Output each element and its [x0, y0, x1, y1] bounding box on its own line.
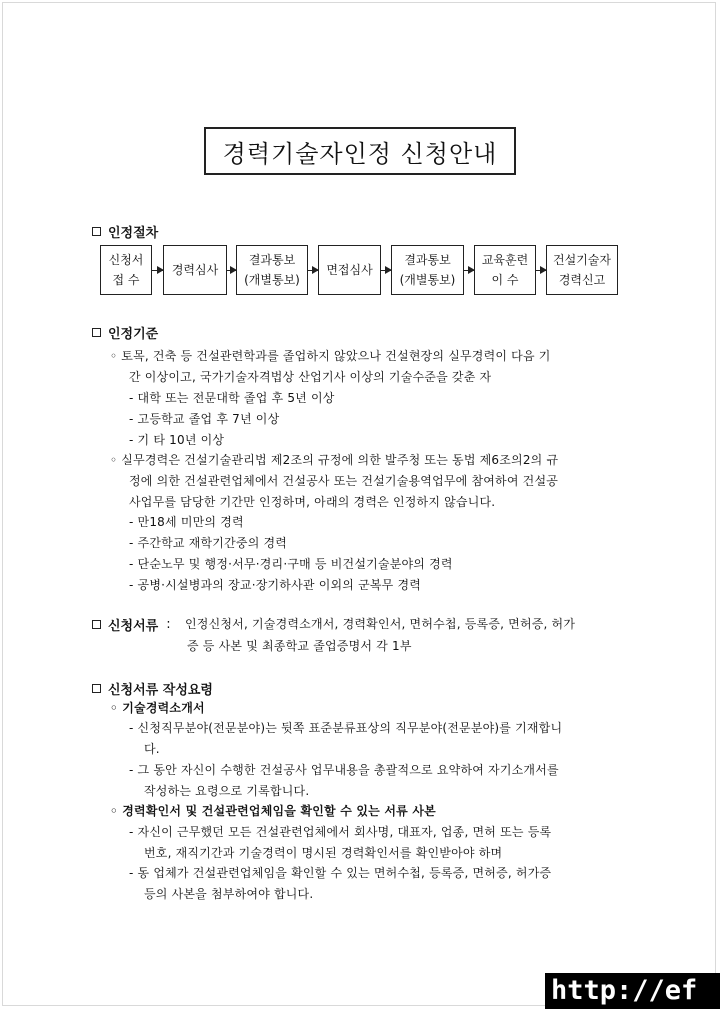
flow-step-result-1: [236, 245, 308, 295]
flow-step-line: 결과통보: [248, 253, 296, 267]
flow-step-line: 면접심사: [326, 263, 373, 277]
guide-line: - 동 업체가 건설관련업체임을 확인할 수 있는 면허수첩, 등록증, 면허증, 허가증: [129, 866, 552, 880]
flow-step-report: [546, 245, 618, 295]
section-heading-guide: [92, 679, 213, 698]
criteria-line: - 대학 또는 전문대학 졸업 후 5년 이상: [129, 391, 335, 405]
procedure-heading: 인정절차: [108, 226, 159, 241]
criteria-line: - 단순노무 및 행정·서무·경리·구매 등 비건설기술분야의 경력: [129, 557, 453, 571]
flow-step-line: 이 수: [491, 273, 519, 287]
arrow-right-icon: [227, 270, 236, 271]
page-title: 경력기술자인정 신청안내: [204, 127, 516, 175]
arrow-right-icon: [381, 270, 391, 271]
flow-step-line: 신청서: [108, 253, 144, 267]
checkbox-square-icon: [92, 227, 101, 236]
arrow-right-icon: [464, 270, 474, 271]
flow-step-line: (개별통보): [244, 273, 300, 287]
criteria-line: - 공병·시설병과의 장교·장기하사관 이외의 군복무 경력: [129, 578, 422, 592]
criteria-line: - 고등학교 졸업 후 7년 이상: [129, 412, 280, 426]
flow-step-review: [163, 245, 227, 295]
flow-step-line: 접 수: [112, 273, 140, 287]
criteria-line: 간 이상이고, 국가기술자격법상 산업기사 이상의 기술수준을 갖춘 자: [129, 370, 492, 384]
flow-step-training: [474, 245, 536, 295]
guide-line: - 그 동안 자신이 수행한 건설공사 업무내용을 총괄적으로 요약하여 자기소개서를: [129, 763, 559, 777]
criteria-line: ◦ 토목, 건축 등 건설관련학과를 졸업하지 않았으나 건설현장의 실무경력이 다음 기: [110, 349, 551, 363]
flow-step-interview: [318, 245, 381, 295]
arrow-right-icon: [536, 270, 546, 271]
flow-step-line: 교육훈련: [481, 253, 529, 267]
guide-line: 다.: [144, 742, 160, 756]
checkbox-square-icon: [92, 684, 101, 693]
documents-line: 증 등 사본 및 최종학교 졸업증명서 각 1부: [187, 639, 412, 653]
flow-step-line: (개별통보): [399, 273, 456, 287]
guide-heading: 신청서류 작성요령: [108, 683, 213, 698]
flow-step-line: 경력심사: [171, 263, 219, 277]
guide-subheading: ◦ 경력확인서 및 건설관련업체임을 확인할 수 있는 서류 사본: [110, 804, 436, 818]
arrow-right-icon: [152, 270, 163, 271]
flow-step-result-2: [391, 245, 464, 295]
documents-line: 인정신청서, 기술경력소개서, 경력확인서, 면허수첩, 등록증, 면허증, 허가: [185, 617, 576, 631]
guide-line: - 자신이 근무했던 모든 건설관련업체에서 회사명, 대표자, 업종, 면허 또는 등록: [129, 825, 552, 839]
flow-step-line: 건설기술자: [553, 253, 611, 267]
criteria-line: - 만18세 미만의 경력: [129, 515, 244, 529]
section-heading-procedure: [92, 222, 158, 241]
criteria-line: - 기 타 10년 이상: [129, 433, 225, 447]
guide-line: 번호, 재직기간과 기술경력이 명시된 경력확인서를 확인받아야 하며: [144, 846, 503, 860]
checkbox-square-icon: [92, 620, 101, 629]
guide-line: 등의 사본을 첨부하여야 합니다.: [144, 887, 314, 901]
criteria-line: 사업무를 담당한 기간만 인정하며, 아래의 경력은 인정하지 않습니다.: [129, 495, 496, 509]
criteria-line: - 주간학교 재학기간중의 경력: [129, 536, 288, 550]
flow-step-line: 결과통보: [404, 253, 451, 267]
criteria-heading: 인정기준: [108, 327, 159, 342]
documents-colon: :: [166, 617, 171, 632]
arrow-right-icon: [308, 270, 318, 271]
flow-step-apply: [100, 245, 152, 295]
guide-line: 작성하는 요령으로 기록합니다.: [144, 784, 310, 798]
flow-step-line: 경력신고: [558, 273, 606, 287]
guide-line: - 신청직무분야(전문분야)는 뒷쪽 표준분류표상의 직무분야(전문분야)를 기재합니: [129, 721, 563, 735]
checkbox-square-icon: [92, 328, 101, 337]
section-heading-criteria: [92, 323, 158, 342]
section-heading-documents: [92, 615, 171, 634]
url-watermark: http://ef: [545, 973, 720, 1009]
criteria-line: ◦ 실무경력은 건설기술관리법 제2조의 규정에 의한 발주청 또는 동법 제6조의2의 규: [110, 453, 559, 467]
guide-subheading: ◦ 기술경력소개서: [110, 701, 205, 715]
criteria-line: 정에 의한 건설관련업체에서 건설공사 또는 건설기술용역업무에 참여하여 건설공: [129, 474, 559, 488]
documents-heading: 신청서류: [108, 619, 159, 634]
